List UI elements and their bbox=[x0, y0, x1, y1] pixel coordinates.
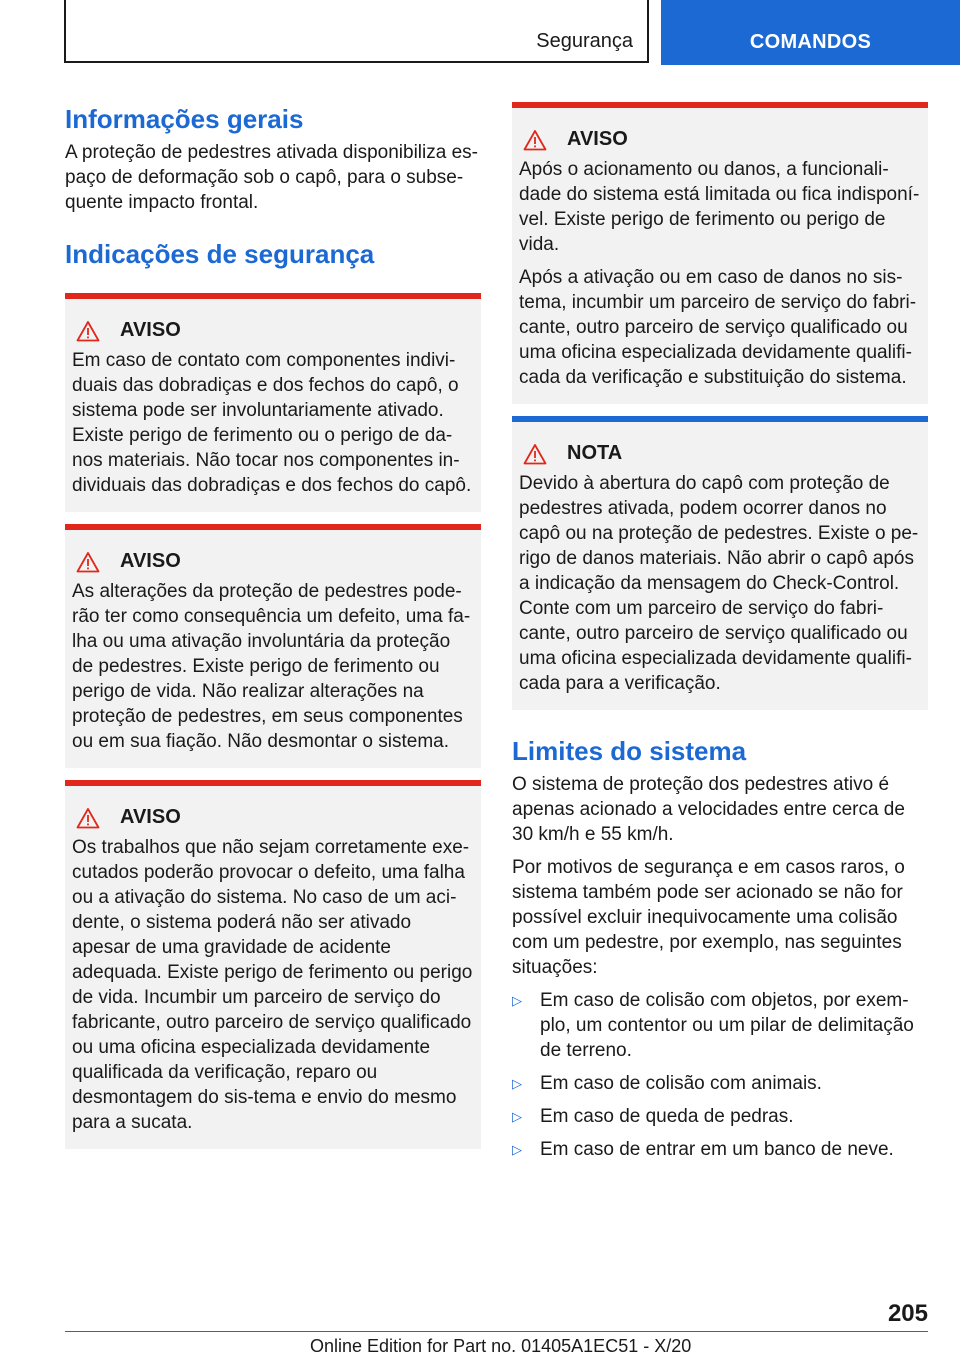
heading-system-limits: Limites do sistema bbox=[512, 736, 747, 766]
warning-text: Os trabalhos que não sejam corretamente exe-cutados poderão provocar o defeito, uma falha ou a ativação do sistema. No caso de um aci-dente, o sistema poderá não ser ativado apesar de uma gravidade de acidente adequada. Existe perigo de ferimento ou perigo de vida. Incumbir um parceiro de serviço do fabricante, outro parceiro de serviço qualificado ou uma oficina especializada devidamente qualificada da verificação, reparo ou desmontagem do sis-tema e envio do mesmo para a sucata. bbox=[72, 837, 473, 1133]
header-chapter-tab bbox=[661, 0, 960, 65]
warning-text: As alterações da proteção de pedestres pode-rão ter como consequência um defeito, uma fa-lha ou uma ativação involuntária da proteção de pedestres. Existe perigo de ferimento ou perigo de vida. Não realizar alterações na proteção de pedestres, em seus componentes ou em sua fiação. Não desmontar o sistema. bbox=[72, 581, 471, 752]
warning-title: AVISO bbox=[567, 128, 628, 150]
chapter-title: COMANDOS bbox=[749, 31, 872, 53]
warning-triangle-icon bbox=[523, 129, 547, 151]
note-box bbox=[512, 416, 928, 710]
note-text: Devido à abertura do capô com proteção de pedestres ativada, podem ocorrer danos no capô ou na proteção de pedestres. Existe o pe-rigo de danos materiais. Não abrir o capô após a indicação da mensagem do Check-Control. Conte com um parceiro de serviço do fabri-cante, outro parceiro de serviço qualificado ou uma oficina especializada devidamente qualifi-cada para a verificação. bbox=[519, 473, 919, 694]
triangle-bullet-icon: ▷ bbox=[512, 1076, 522, 1091]
triangle-bullet-icon: ▷ bbox=[512, 993, 522, 1008]
list-item: ▷ Em caso de colisão com animais. bbox=[512, 1073, 822, 1094]
header-section-tab bbox=[64, 0, 649, 63]
note-title: NOTA bbox=[567, 442, 623, 464]
list-item: ▷ Em caso de entrar em um banco de neve. bbox=[512, 1139, 894, 1160]
triangle-bullet-icon: ▷ bbox=[512, 1142, 522, 1157]
system-limits-text-1: O sistema de proteção dos pedestres ativo é apenas acionado a velocidades entre cerca de 30 km/h e 55 km/h. bbox=[512, 774, 905, 845]
warning-triangle-icon bbox=[523, 443, 547, 465]
triangle-bullet-icon: ▷ bbox=[512, 1109, 522, 1124]
page-number: 205 bbox=[887, 1300, 928, 1327]
warning-triangle-icon bbox=[76, 807, 100, 829]
heading-safety-notes: Indicações de segurança bbox=[65, 239, 375, 269]
general-info-text: A proteção de pedestres ativada disponibiliza es-paço de deformação sob o capô, para o subse-quente impacto frontal. bbox=[65, 142, 478, 213]
right-column bbox=[512, 102, 928, 1162]
warning-triangle-icon bbox=[76, 320, 100, 342]
warning-box-4 bbox=[512, 102, 928, 404]
warning-text: Após a ativação ou em caso de danos no sis-tema, incumbir um parceiro de serviço do fabri-cante, outro parceiro de serviço qualificado ou uma oficina especializada devidamente qualifi-cada da verificação e substituição do sistema. bbox=[519, 267, 917, 388]
section-title: Segurança bbox=[536, 30, 633, 52]
edition-text: Online Edition for Part no. 01405A1EC51 - X/20 bbox=[310, 1336, 692, 1356]
warning-title: AVISO bbox=[120, 806, 181, 828]
list-item: ▷ Em caso de colisão com objetos, por exem-plo, um contentor ou um pilar de delimitação de terreno. bbox=[512, 990, 914, 1061]
warning-box-2 bbox=[65, 524, 481, 768]
warning-text: Após o acionamento ou danos, a funcionali-dade do sistema está limitada ou fica indisponí-vel. Existe perigo de ferimento ou perigo de vida. bbox=[519, 159, 920, 255]
left-column bbox=[65, 102, 481, 1149]
situations-list bbox=[512, 988, 928, 1162]
system-limits-text-2: Por motivos de segurança e em casos raros, o sistema também pode ser acionado se não for possível excluir inequivocamente uma colisão com um pedestre, por exemplo, nas seguintes situações: bbox=[512, 857, 905, 978]
warning-text: Em caso de contato com componentes indivi-duais das dobradiças e dos fechos do capô, o sistema pode ser involuntariamente ativado. Existe perigo de ferimento ou o perigo de da-nos materiais. Não tocar nos componentes in-dividuais das dobradiças e dos fechos do capô. bbox=[72, 350, 472, 496]
warning-box-3 bbox=[65, 780, 481, 1149]
warning-title: AVISO bbox=[120, 319, 181, 341]
warning-box-1 bbox=[65, 293, 481, 512]
footer-divider bbox=[65, 1331, 928, 1332]
warning-title: AVISO bbox=[120, 550, 181, 572]
list-item: ▷ Em caso de queda de pedras. bbox=[512, 1106, 794, 1127]
warning-triangle-icon bbox=[76, 551, 100, 573]
heading-general-info: Informações gerais bbox=[65, 104, 304, 134]
